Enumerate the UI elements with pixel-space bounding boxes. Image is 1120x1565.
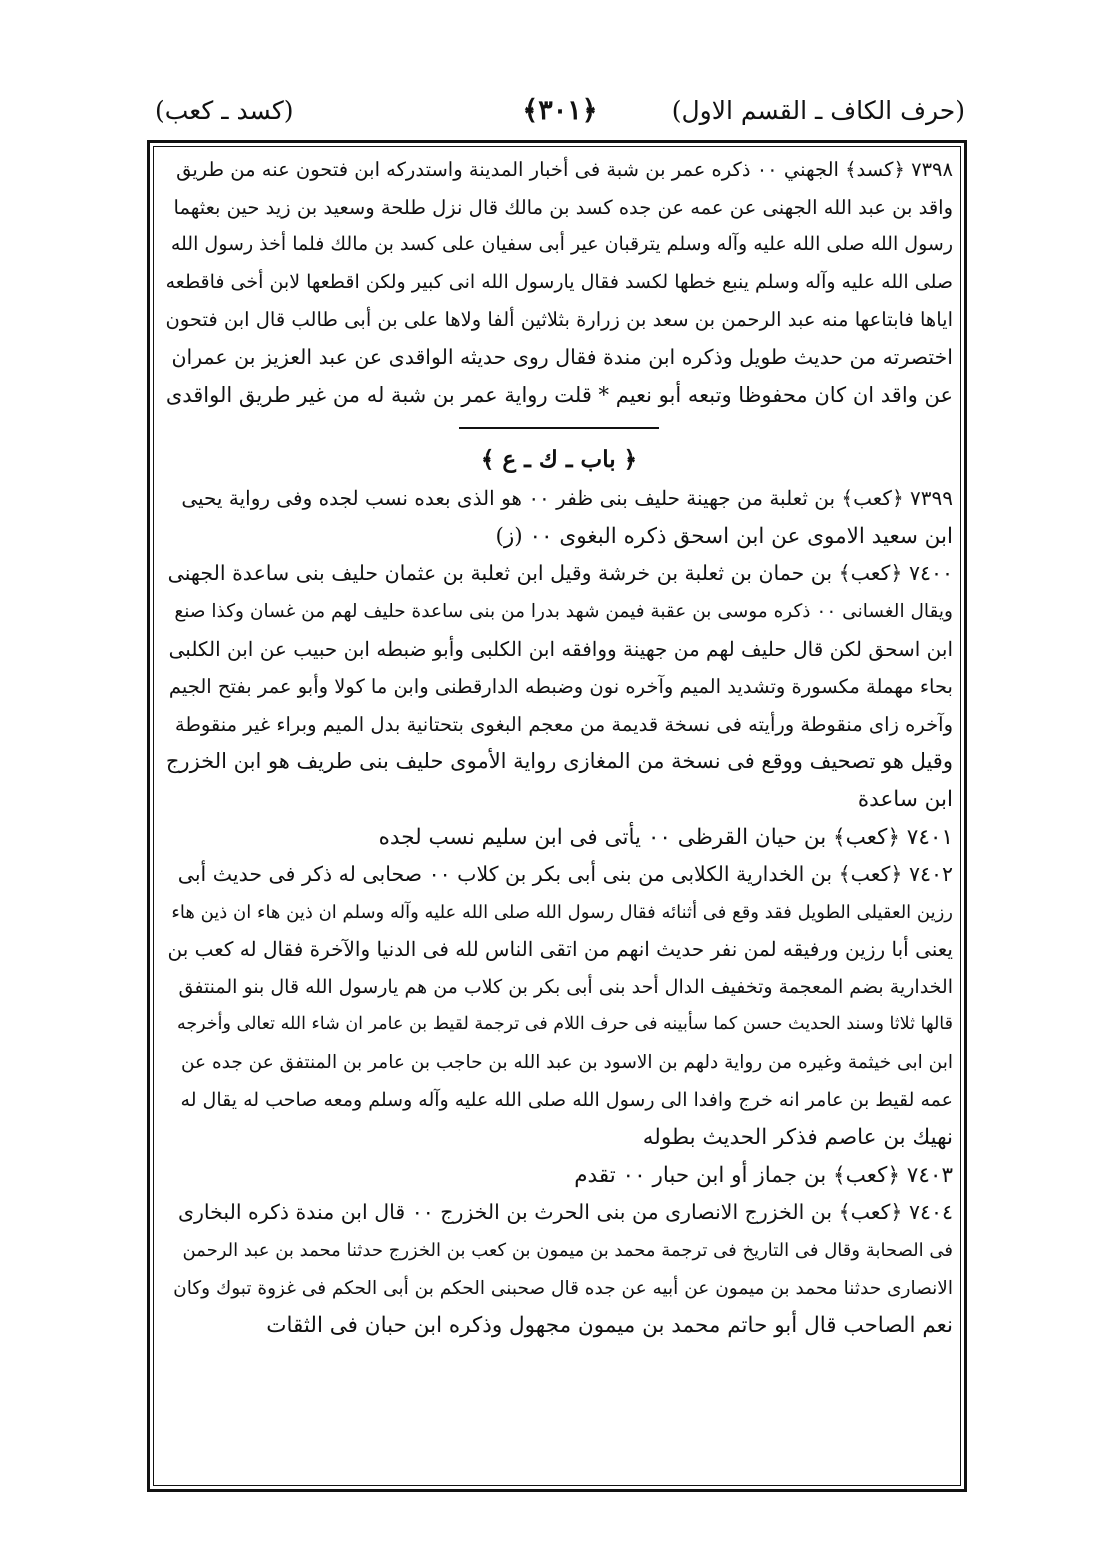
page-number: ﴿٣٠١﴾ — [522, 95, 598, 126]
text-line: صلى الله عليه وآله وسلم ينبع خطها لكسد فقال يارسول الله انى كبير ولكن اقطعها لابن أخى فاقطعه — [165, 270, 953, 293]
text-line: اختصرته من حديث طويل وذكره ابن مندة فقال روى حديثه الواقدى عن عبد العزيز بن عمران — [171, 344, 953, 369]
text-line: وآخره زاى منقوطة ورأيته فى نسخة قديمة من معجم البغوى بتحتانية بدل الميم وبراء غير منقوطة — [174, 712, 953, 736]
entry-7399 — [165, 480, 953, 555]
entry-7403 — [165, 1157, 953, 1195]
text-line: ويقال الغسانى ٠٠ ذكره موسى بن عقبة فيمن شهد بدرا من بنى ساعدة حليف لهم من غسان وكذا صنع — [174, 600, 953, 622]
entry-range-title: (كسد ـ كعب) — [155, 96, 294, 125]
text-line: وقيل هو تصحيف ووقع فى نسخة من المغازى رواية الأموى حليف بنى طريف هو ابن الخزرج — [165, 749, 953, 774]
text-line: بحاء مهملة مكسورة وتشديد الميم وآخره نون وضبطه الدارقطنى وابن ما كولا وأبو عمر بفتح الجيم — [168, 675, 953, 699]
text-line: يعنى أبا رزين ورفيقه لمن نفر حديث انهم من اتقى الناس لله فى الدنيا والآخرة فقال له كعب بن — [167, 937, 953, 962]
text-line: نعم الصاحب قال أبو حاتم محمد بن ميمون مجهول وذكره ابن حبان فى الثقات — [266, 1313, 953, 1339]
entry-7401 — [165, 819, 953, 857]
entry-7402 — [165, 856, 953, 1157]
text-line: واقد بن عبد الله الجهنى عن عمه عن جده كسد بن مالك قال نزل طلحة وسعيد بن زيد حين بعثهما — [173, 195, 953, 219]
text-line: قالها ثلاثا وسند الحديث حسن كما سأبينه فى حرف اللام فى ترجمة لقيط بن عامر ان شاء الله تعالى وأخرجه — [176, 1014, 953, 1035]
entry-7404 — [165, 1194, 953, 1344]
chapter-title: (حرف الكاف ـ القسم الاول) — [671, 96, 965, 125]
text-line: ابن ابى خيثمة وغيره من رواية دلهم بن الاسود بن عبد الله بن حاجب بن عامر بن المنتفق عن جده عن — [180, 1052, 953, 1074]
ornamental-divider — [165, 414, 953, 440]
text-line: رسول الله صلى الله عليه وآله وسلم يترقبان عير أبى سفيان على كسد بن مالك فلما أخذ رسول الله — [170, 233, 953, 256]
text-line: ٧٤٠٤ ﴿كعب﴾ بن الخزرج الانصارى من بنى الحرث بن الخزرج ٠٠ قال ابن مندة ذكره البخارى — [177, 1200, 953, 1225]
text-line: ابن اسحق لكن قال حليف لهم من جهينة ووافقه ابن الكلبى وأبو ضبطه ابن حبيب عن ابن الكلبى — [168, 636, 953, 661]
page-body — [165, 151, 953, 1345]
entry-7400 — [165, 555, 953, 818]
text-line: ابن سعيد الاموى عن ابن اسحق ذكره البغوى ٠٠ (ز) — [495, 523, 953, 549]
text-line: عمه لقيط بن عامر انه خرج وافدا الى رسول الله صلى الله عليه وآله وسلم ومعه صاحب له يقال له — [180, 1088, 953, 1111]
section-heading: ﴿ باب ـ ك ـ ع ﴾ — [480, 446, 638, 474]
text-line: نهيك بن عاصم فذكر الحديث بطوله — [642, 1125, 953, 1151]
text-line: عن واقد ان كان محفوظا وتبعه أبو نعيم * قلت رواية عمر بن شبة له من غير طريق الواقدى — [165, 382, 953, 407]
text-line: الخدارية بضم المعجمة وتخفيف الدال أحد بنى أبى بكر بن كلاب من هم يارسول الله قال بنو المنتفق — [178, 975, 953, 998]
text-line: ٧٤٠٣ ﴿كعب﴾ بن جماز أو ابن حبار ٠٠ تقدم — [574, 1162, 953, 1188]
text-line: اياها فابتاعها منه عبد الرحمن بن سعد بن زرارة بثلاثين ألفا ولاها على بن أبى طالب قال ابن فتحون — [165, 308, 953, 332]
text-line: الانصارى حدثنا محمد بن ميمون عن أبيه عن جده قال صحبنى الحكم بن أبى الحكم فى غزوة تبوك وكان — [173, 1277, 953, 1299]
entry-7398 — [165, 151, 953, 414]
text-line: ابن ساعدة — [857, 786, 953, 812]
text-line: ٧٣٩٨ ﴿كسد﴾ الجهني ٠٠ ذكره عمر بن شبة فى أخبار المدينة واستدركه ابن فتحون عنه من طريق — [176, 158, 953, 181]
text-line: ٧٤٠٠ ﴿كعب﴾ بن حمان بن ثعلبة بن خرشة وقيل ابن ثعلبة بن عثمان حليف بنى ساعدة الجهنى — [167, 561, 953, 586]
text-line: ٧٤٠١ ﴿كعب﴾ بن حيان القرظى ٠٠ يأتى فى ابن سليم نسب لجده — [378, 824, 953, 850]
text-line: رزين العقيلى الطويل فقد وقع فى أثنائه فقال رسول الله صلى الله عليه وآله وسلم ان ذين هاء ان ذين هاء — [171, 901, 953, 923]
text-line: ٧٣٩٩ ﴿كعب﴾ بن ثعلبة من جهينة حليف بنى ظفر ٠٠ هو الذى بعده نسب لجده وفى رواية يحيى — [181, 486, 953, 511]
text-line: ٧٤٠٢ ﴿كعب﴾ بن الخدارية الكلابى من بنى أبى بكر بن كلاب ٠٠ صحابى له ذكر فى حديث أبى — [177, 862, 953, 887]
text-line: فى الصحابة وقال فى التاريخ فى ترجمة محمد بن ميمون بن كعب بن الخزرج حدثنا محمد بن عبد الرحمن — [182, 1240, 953, 1262]
page-header — [155, 88, 965, 134]
